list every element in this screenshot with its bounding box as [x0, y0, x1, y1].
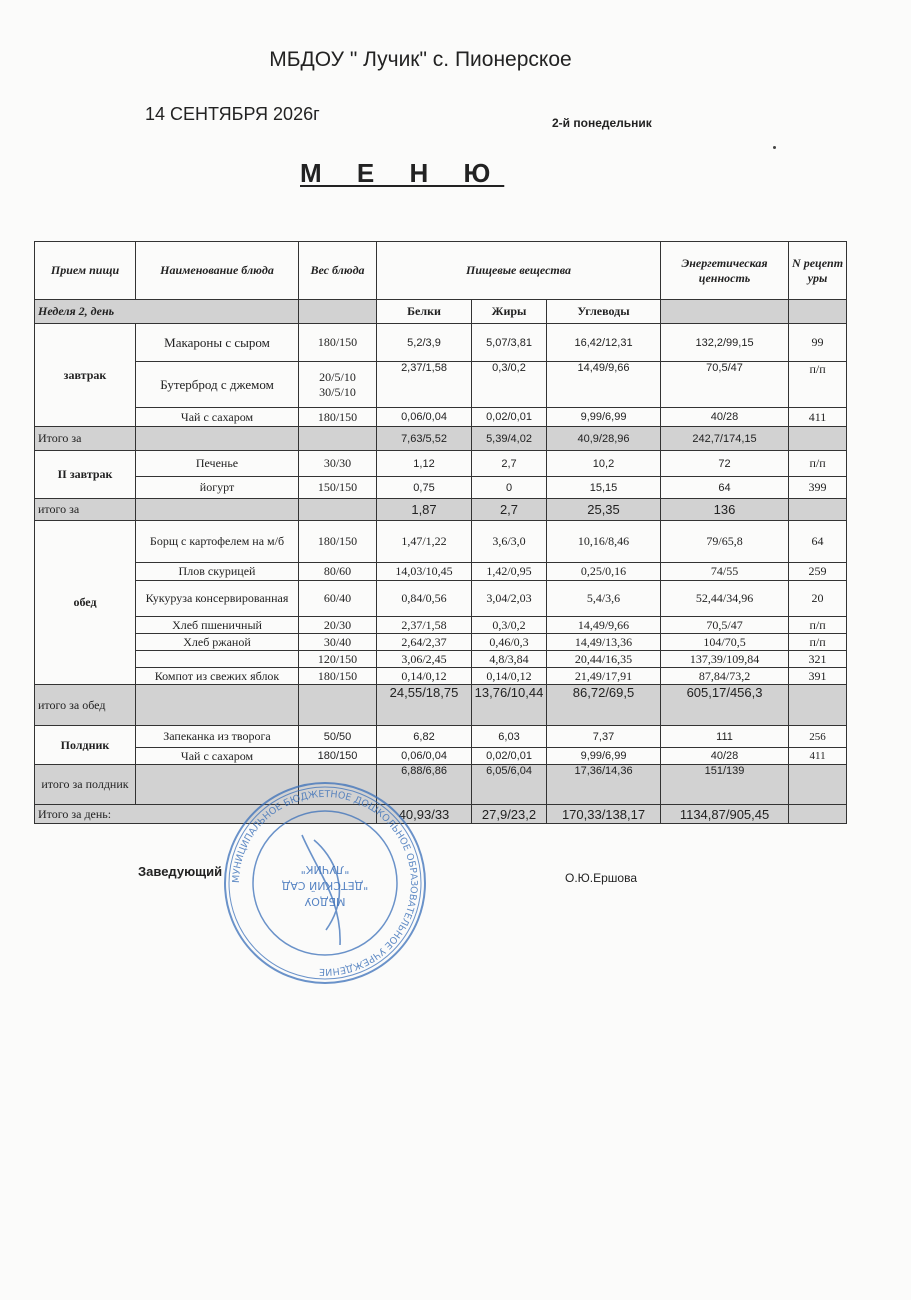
subtotal-label: итого за обед [35, 685, 136, 726]
subtotal-row [35, 765, 847, 805]
protein-value: 6,82 [377, 726, 472, 748]
carbs-value: 5,4/3,6 [547, 581, 661, 617]
dish-name: Печенье [136, 451, 299, 477]
shaded-cell [789, 427, 847, 451]
shaded-cell [299, 499, 377, 521]
energy-total: 242,7/174,15 [661, 427, 789, 451]
protein-total: 6,88/6,86 [377, 765, 472, 805]
protein-value: 0,84/0,56 [377, 581, 472, 617]
col-energy: Энергетическая ценность [661, 242, 789, 300]
dish-weight: 30/30 [299, 451, 377, 477]
ink-dot [773, 146, 776, 149]
fat-value: 3,6/3,0 [472, 521, 547, 563]
energy-value: 79/65,8 [661, 521, 789, 563]
menu-table [34, 241, 847, 824]
subtotal-label: итого за полдник [35, 765, 136, 805]
table-row [35, 581, 847, 617]
dish-weight: 150/150 [299, 477, 377, 499]
dish-weight: 180/150 [299, 668, 377, 685]
dish-weight: 120/150 [299, 651, 377, 668]
dish-name: Запеканка из творога [136, 726, 299, 748]
subtotal-label: итого за [35, 499, 136, 521]
dish-name: Макароны с сыром [136, 324, 299, 362]
shaded-cell [136, 427, 299, 451]
protein-value: 0,06/0,04 [377, 748, 472, 765]
carbs-value: 7,37 [547, 726, 661, 748]
energy-value: 64 [661, 477, 789, 499]
energy-value: 132,2/99,15 [661, 324, 789, 362]
menu-date: 14 СЕНТЯБРЯ 2026г [145, 104, 320, 124]
table-row [35, 324, 847, 362]
shaded-cell [299, 427, 377, 451]
carbs-value: 14,49/9,66 [547, 617, 661, 634]
table-row [35, 651, 847, 668]
fat-value: 0,3/0,2 [472, 362, 547, 408]
recipe-number: 99 [789, 324, 847, 362]
dish-weight: 180/150 [299, 748, 377, 765]
protein-value: 1,12 [377, 451, 472, 477]
dish-weight: 80/60 [299, 563, 377, 581]
table-row [35, 362, 847, 408]
table-row [35, 617, 847, 634]
carbs-value: 0,25/0,16 [547, 563, 661, 581]
dish-name: Плов скурицей [136, 563, 299, 581]
protein-value: 0,06/0,04 [377, 408, 472, 427]
dish-weight: 20/30 [299, 617, 377, 634]
protein-day-total: 40,93/33 [377, 805, 472, 824]
recipe-number: 259 [789, 563, 847, 581]
energy-total: 151/139 [661, 765, 789, 805]
dish-weight: 180/150 [299, 408, 377, 427]
protein-value: 3,06/2,45 [377, 651, 472, 668]
carbs-total: 40,9/28,96 [547, 427, 661, 451]
shaded-cell [789, 765, 847, 805]
dish-weight: 50/50 [299, 726, 377, 748]
fat-total: 6,05/6,04 [472, 765, 547, 805]
fat-value: 0,02/0,01 [472, 748, 547, 765]
energy-total: 136 [661, 499, 789, 521]
protein-total: 24,55/18,75 [377, 685, 472, 726]
menu-title: М Е Н Ю [300, 158, 505, 188]
subheader-row [35, 300, 847, 324]
recipe-number: п/п [789, 617, 847, 634]
col-nutrients: Пищевые вещества [377, 242, 661, 300]
col-carbs: Углеводы [547, 300, 661, 324]
dish-name: Чай с сахаром [136, 748, 299, 765]
carbs-value: 21,49/17,91 [547, 668, 661, 685]
recipe-number: 411 [789, 748, 847, 765]
col-protein: Белки [377, 300, 472, 324]
subtotal-row [35, 499, 847, 521]
recipe-number: 391 [789, 668, 847, 685]
recipe-number: 64 [789, 521, 847, 563]
week-label: Неделя 2, день [35, 300, 299, 324]
day-total-label: Итого за день: [35, 805, 377, 824]
recipe-number: 399 [789, 477, 847, 499]
table-row [35, 748, 847, 765]
fat-total: 5,39/4,02 [472, 427, 547, 451]
recipe-number: 411 [789, 408, 847, 427]
energy-value: 40/28 [661, 408, 789, 427]
table-row [35, 726, 847, 748]
table-row [35, 668, 847, 685]
fat-value: 0,46/0,3 [472, 634, 547, 651]
col-weight: Вес блюда [299, 242, 377, 300]
dish-name: Компот из свежих яблок [136, 668, 299, 685]
protein-value: 2,64/2,37 [377, 634, 472, 651]
meal-label: завтрак [35, 324, 136, 427]
protein-value: 0,14/0,12 [377, 668, 472, 685]
stamp-line: МБДОУ [304, 895, 346, 908]
shaded-cell [136, 685, 299, 726]
header-row [35, 242, 847, 300]
table-row [35, 563, 847, 581]
fat-value: 4,8/3,84 [472, 651, 547, 668]
shaded-cell [789, 499, 847, 521]
protein-value: 1,47/1,22 [377, 521, 472, 563]
stamp-ring-text: МУНИЦИПАЛЬНОЕ БЮДЖЕТНОЕ ДОШКОЛЬНОЕ ОБРАЗОВАТЕЛЬНОЕ УЧРЕЖДЕНИЕ [230, 788, 420, 978]
dish-name: Борщ с картофелем на м/б [136, 521, 299, 563]
protein-value: 2,37/1,58 [377, 617, 472, 634]
protein-value: 14,03/10,45 [377, 563, 472, 581]
energy-total: 605,17/456,3 [661, 685, 789, 726]
fat-value: 3,04/2,03 [472, 581, 547, 617]
recipe-number: п/п [789, 634, 847, 651]
dish-name: Бутерброд с джемом [136, 362, 299, 408]
fat-total: 2,7 [472, 499, 547, 521]
recipe-number: п/п [789, 362, 847, 408]
dish-name: Чай с сахаром [136, 408, 299, 427]
shaded-cell [299, 685, 377, 726]
recipe-number: 321 [789, 651, 847, 668]
carbs-day-total: 170,33/138,17 [547, 805, 661, 824]
carbs-total: 86,72/69,5 [547, 685, 661, 726]
carbs-total: 25,35 [547, 499, 661, 521]
energy-value: 70,5/47 [661, 362, 789, 408]
fat-value: 6,03 [472, 726, 547, 748]
shaded-cell [789, 805, 847, 824]
col-recipe: N рецепт уры [789, 242, 847, 300]
director-name: О.Ю.Ершова [565, 871, 638, 885]
dish-name: йогурт [136, 477, 299, 499]
col-dish: Наименование блюда [136, 242, 299, 300]
weekday-label: 2-й понедельник [552, 116, 652, 130]
carbs-value: 14,49/9,66 [547, 362, 661, 408]
dish-name: Хлеб пшеничный [136, 617, 299, 634]
table-row [35, 451, 847, 477]
table-row [35, 408, 847, 427]
organization-title: МБДОУ " Лучик" с. Пионерское [269, 48, 572, 71]
energy-value: 74/55 [661, 563, 789, 581]
energy-value: 137,39/109,84 [661, 651, 789, 668]
subtotal-row [35, 427, 847, 451]
dish-name [136, 651, 299, 668]
protein-total: 7,63/5,52 [377, 427, 472, 451]
dish-weight: 180/150 [299, 324, 377, 362]
col-fat: Жиры [472, 300, 547, 324]
subtotal-label: Итого за [35, 427, 136, 451]
shaded-cell [136, 499, 299, 521]
subheader-empty [661, 300, 789, 324]
table-row [35, 634, 847, 651]
subheader-empty [299, 300, 377, 324]
table-row [35, 477, 847, 499]
protein-value: 2,37/1,58 [377, 362, 472, 408]
energy-value: 104/70,5 [661, 634, 789, 651]
energy-value: 111 [661, 726, 789, 748]
fat-value: 0 [472, 477, 547, 499]
carbs-total: 17,36/14,36 [547, 765, 661, 805]
carbs-value: 10,16/8,46 [547, 521, 661, 563]
carbs-value: 9,99/6,99 [547, 748, 661, 765]
carbs-value: 20,44/16,35 [547, 651, 661, 668]
energy-value: 70,5/47 [661, 617, 789, 634]
recipe-number: 256 [789, 726, 847, 748]
table-row [35, 521, 847, 563]
col-meal: Прием пищи [35, 242, 136, 300]
meal-label: II завтрак [35, 451, 136, 499]
energy-value: 72 [661, 451, 789, 477]
dish-name: Кукуруза консервированная [136, 581, 299, 617]
energy-value: 40/28 [661, 748, 789, 765]
energy-value: 87,84/73,2 [661, 668, 789, 685]
official-stamp [222, 780, 428, 986]
dish-name: Хлеб ржаной [136, 634, 299, 651]
recipe-number: 20 [789, 581, 847, 617]
protein-value: 5,2/3,9 [377, 324, 472, 362]
protein-value: 0,75 [377, 477, 472, 499]
carbs-value: 10,2 [547, 451, 661, 477]
subtotal-row [35, 685, 847, 726]
fat-value: 0,02/0,01 [472, 408, 547, 427]
protein-total: 1,87 [377, 499, 472, 521]
dish-weight: 60/40 [299, 581, 377, 617]
dish-weight: 20/5/10 30/5/10 [299, 362, 377, 408]
fat-total: 13,76/10,44 [472, 685, 547, 726]
energy-day-total: 1134,87/905,45 [661, 805, 789, 824]
shaded-cell [789, 685, 847, 726]
dish-weight: 180/150 [299, 521, 377, 563]
fat-value: 0,14/0,12 [472, 668, 547, 685]
stamp-line: "ЛУЧИК" [300, 863, 350, 876]
fat-value: 2,7 [472, 451, 547, 477]
fat-value: 5,07/3,81 [472, 324, 547, 362]
carbs-value: 14,49/13,36 [547, 634, 661, 651]
day-total-row [35, 805, 847, 824]
carbs-value: 9,99/6,99 [547, 408, 661, 427]
meal-label: Полдник [35, 726, 136, 765]
energy-value: 52,44/34,96 [661, 581, 789, 617]
carbs-value: 16,42/12,31 [547, 324, 661, 362]
recipe-number: п/п [789, 451, 847, 477]
stamp-line: "ДЕТСКИЙ САД [281, 879, 369, 892]
dish-weight: 30/40 [299, 634, 377, 651]
meal-label: обед [35, 521, 136, 685]
carbs-value: 15,15 [547, 477, 661, 499]
subheader-empty [789, 300, 847, 324]
fat-value: 0,3/0,2 [472, 617, 547, 634]
fat-value: 1,42/0,95 [472, 563, 547, 581]
director-label: Заведующий [138, 864, 223, 879]
fat-day-total: 27,9/23,2 [472, 805, 547, 824]
